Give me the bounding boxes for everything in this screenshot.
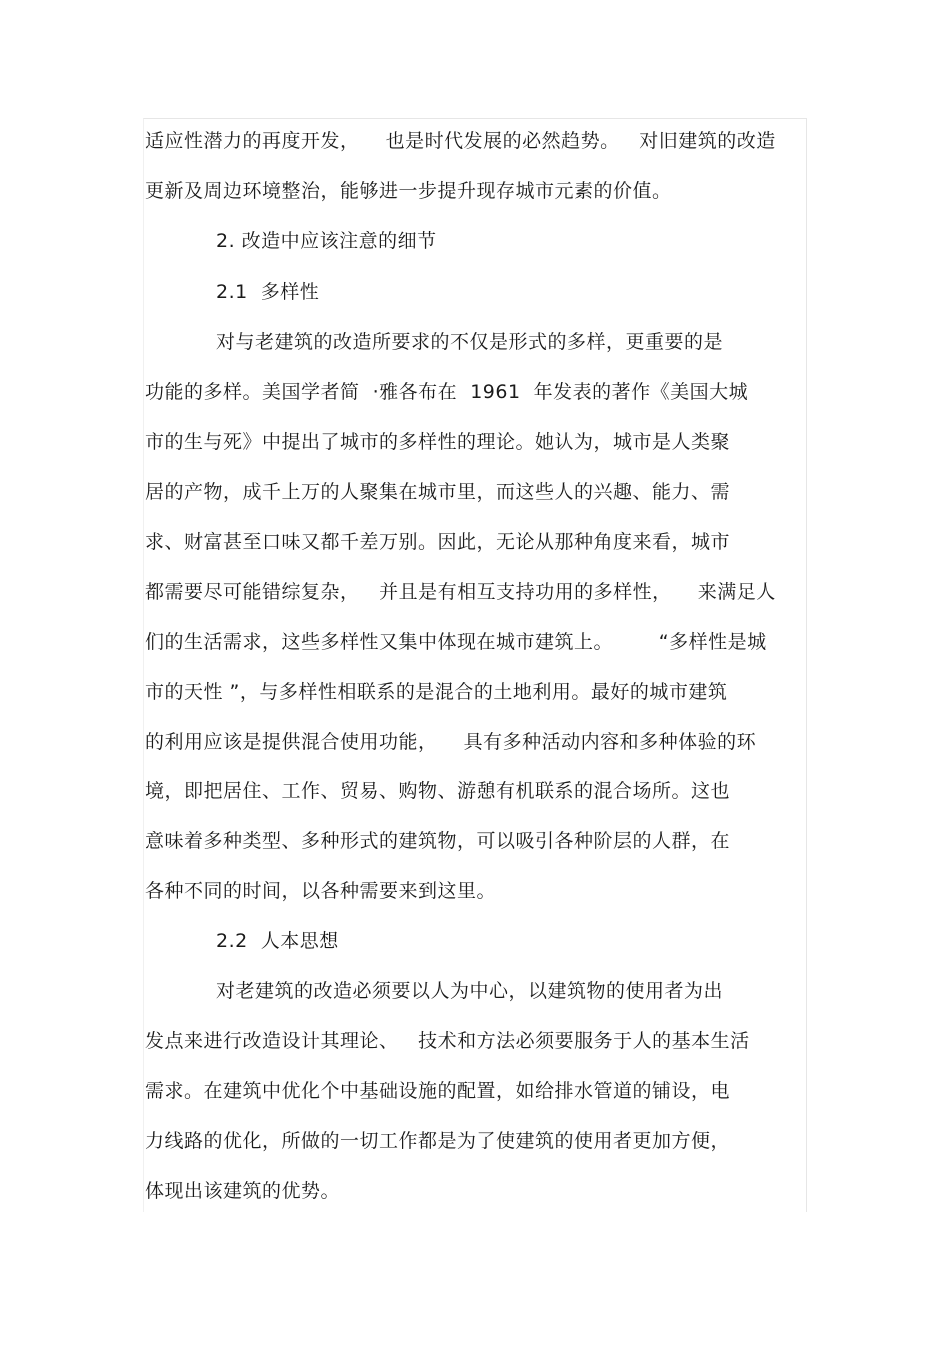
body-text-line: 体现出该建筑的优势。: [145, 1180, 341, 1202]
body-text-line: 都需要尽可能错综复杂， 并且是有相互支持功用的多样性， 来满足人: [145, 581, 776, 603]
section-heading: 2. 改造中应该注意的细节: [216, 230, 437, 252]
body-text-line: 意味着多种类型、多种形式的建筑物，可以吸引各种阶层的人群，在: [145, 830, 731, 852]
body-text-line: 居的产物，成千上万的人聚集在城市里，而这些人的兴趣、能力、需: [145, 481, 731, 503]
subsection-heading: 2.1 多样性: [216, 281, 320, 303]
body-text-line: 对与老建筑的改造所要求的不仅是形式的多样，更重要的是: [216, 331, 724, 353]
body-text-line: 市的天性 ”，与多样性相联系的是混合的土地利用。最好的城市建筑: [145, 681, 728, 703]
body-text-line: 市的生与死》中提出了城市的多样性的理论。她认为，城市是人类聚: [145, 431, 731, 453]
body-text-line: 功能的多样。美国学者简 ·雅各布在 1961 年发表的著作《美国大城: [145, 381, 749, 403]
body-text-line: 发点来进行改造设计其理论、 技术和方法必须要服务于人的基本生活: [145, 1030, 750, 1052]
body-text-line: 更新及周边环境整治，能够进一步提升现存城市元素的价值。: [145, 180, 672, 202]
body-text-line: 适应性潜力的再度开发， 也是时代发展的必然趋势。 对旧建筑的改造: [145, 130, 776, 152]
body-text-line: 境，即把居住、工作、贸易、购物、游憩有机联系的混合场所。这也: [145, 780, 731, 802]
body-text-line: 需求。在建筑中优化个中基础设施的配置，如给排水管道的铺设，电: [145, 1080, 731, 1102]
body-text-line: 力线路的优化，所做的一切工作都是为了使建筑的使用者更加方便，: [145, 1130, 731, 1152]
body-text-line: 们的生活需求，这些多样性又集中体现在城市建筑上。 “多样性是城: [145, 631, 767, 653]
body-text-line: 对老建筑的改造必须要以人为中心，以建筑物的使用者为出: [216, 980, 724, 1002]
subsection-heading: 2.2 人本思想: [216, 930, 339, 952]
body-text-line: 的利用应该是提供混合使用功能， 具有多种活动内容和多种体验的环: [145, 731, 757, 753]
body-text-line: 求、财富甚至口味又都千差万别。因此，无论从那种角度来看，城市: [145, 531, 731, 553]
body-text-line: 各种不同的时间，以各种需要来到这里。: [145, 880, 497, 902]
